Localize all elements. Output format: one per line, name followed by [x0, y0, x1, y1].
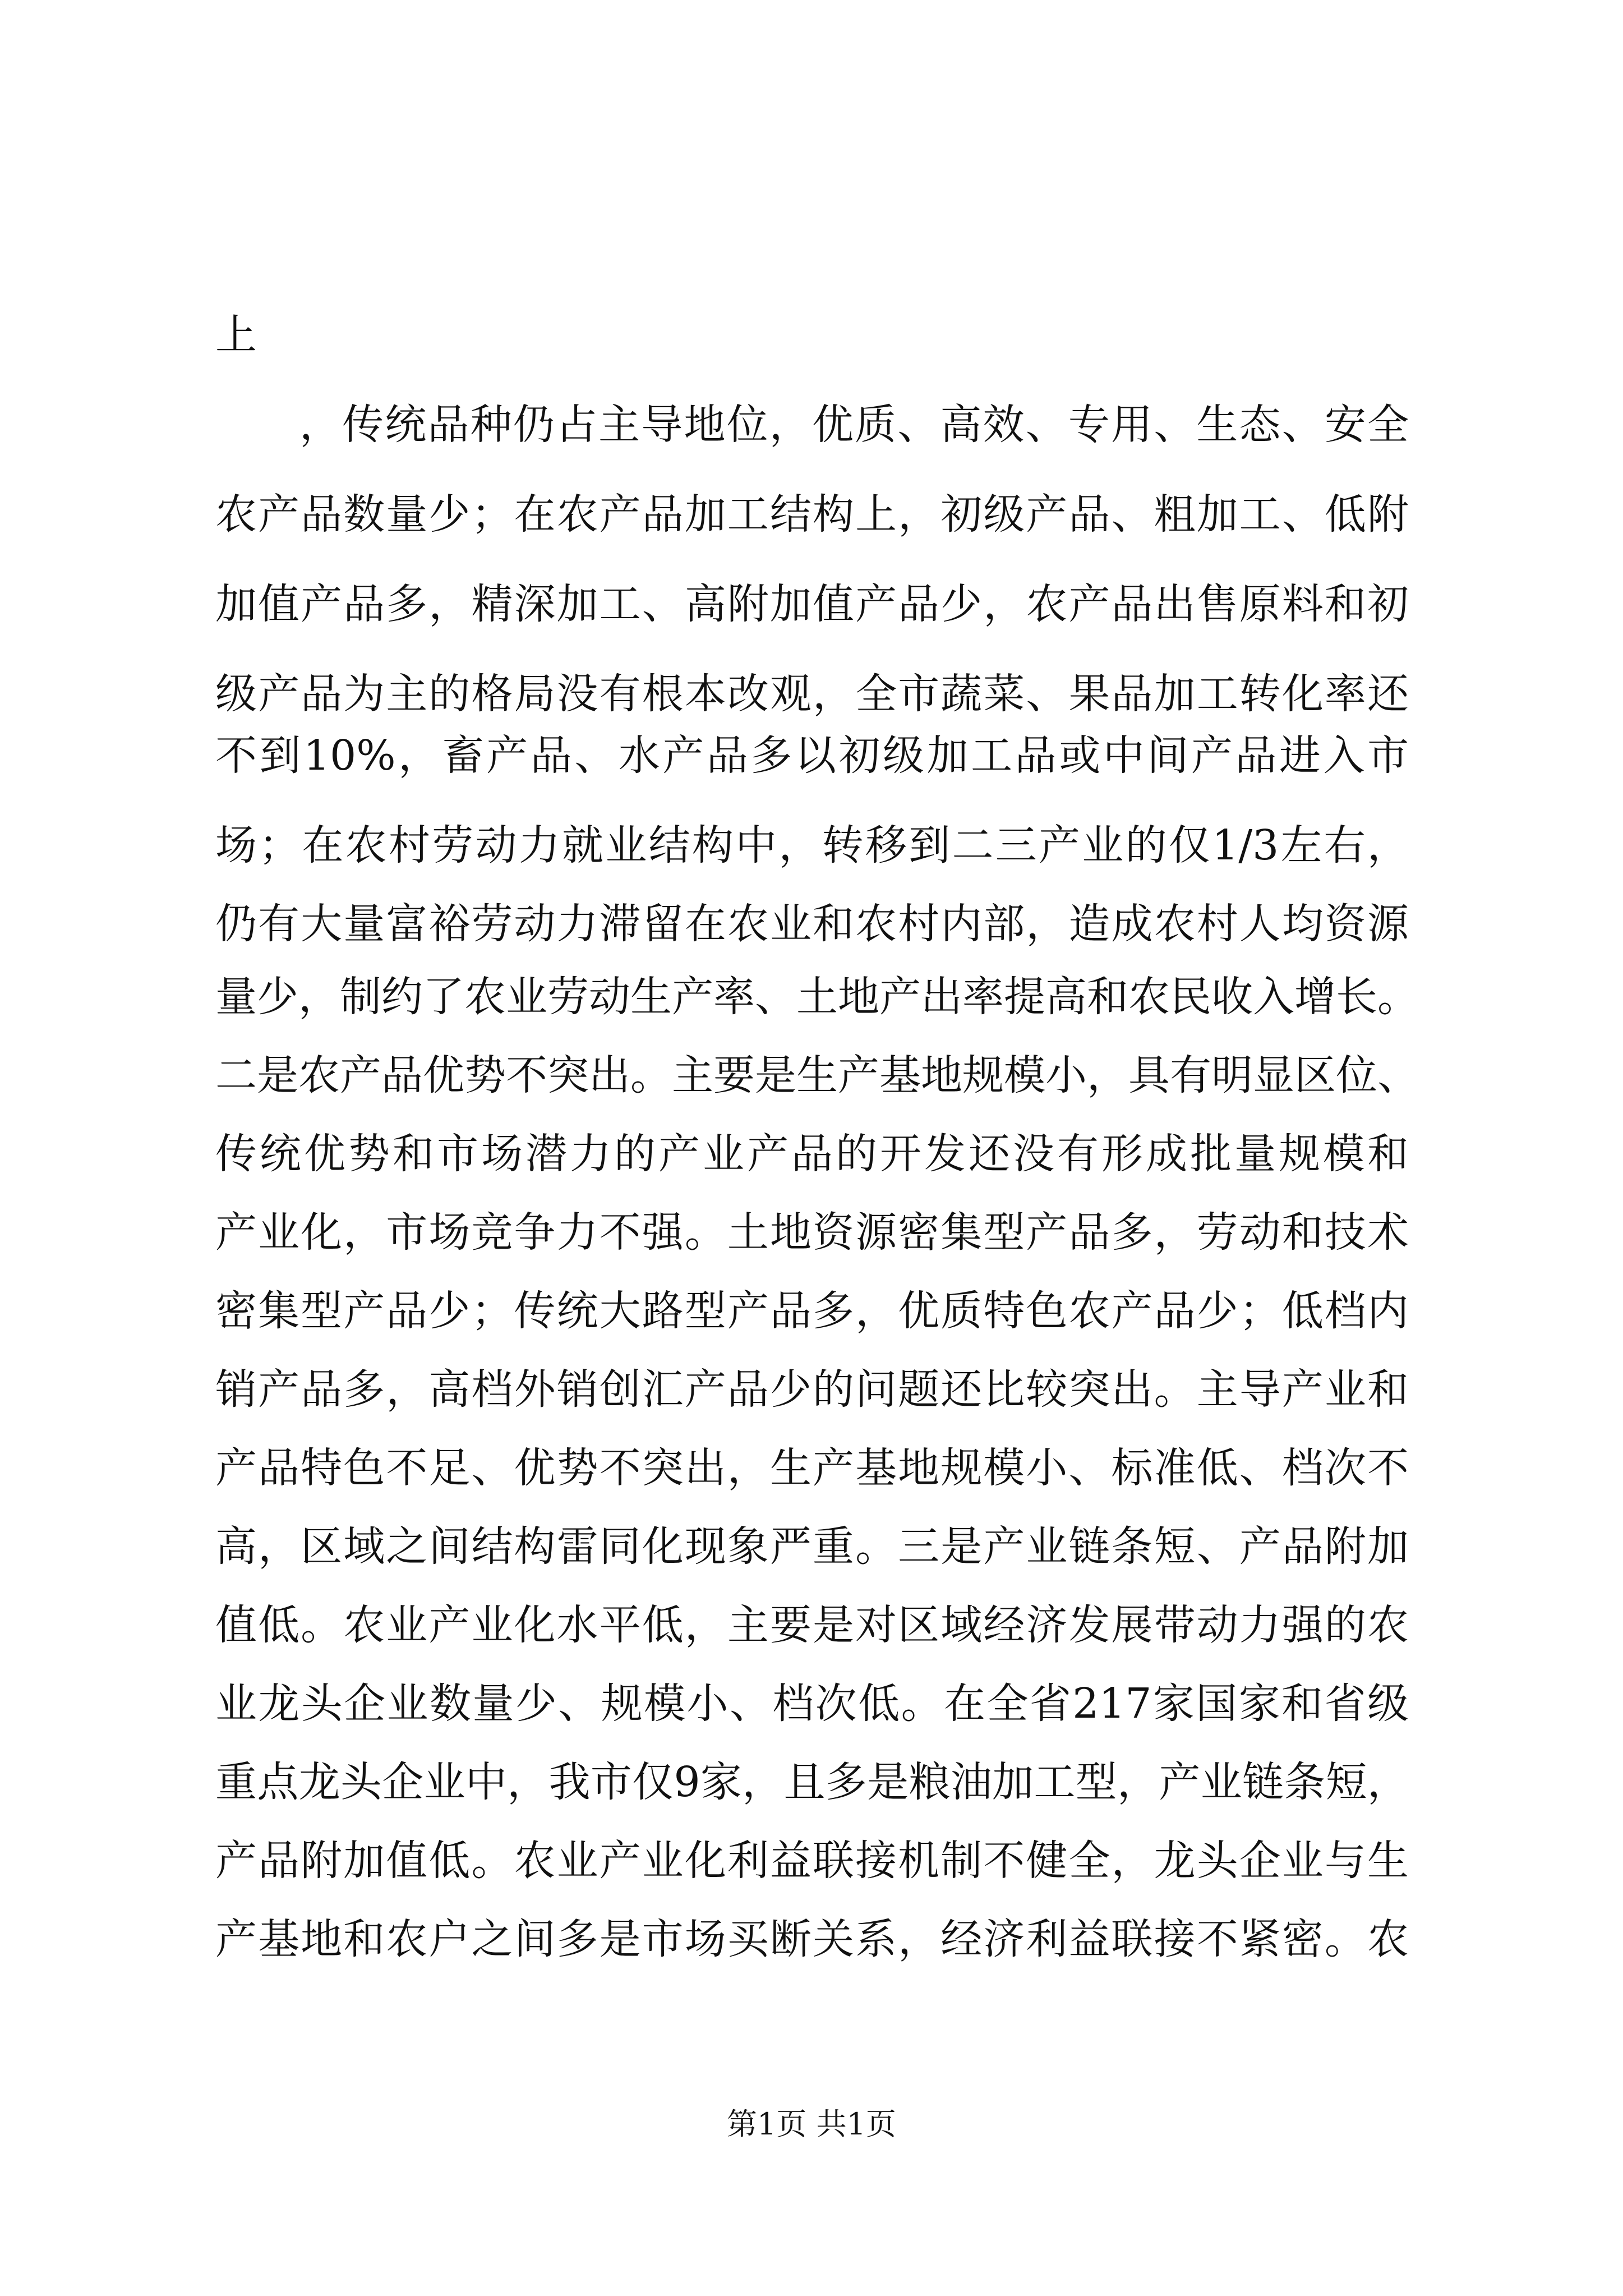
page-footer: 第1页 共1页	[727, 2106, 896, 2142]
text-line: 重点龙头企业中，我市仅9家，且多是粮油加工型，产业链条短，	[215, 1758, 1409, 1806]
text-line: 二是农产品优势不突出。主要是生产基地规模小，具有明显区位、	[215, 1051, 1419, 1099]
text-line: ，传统品种仍占主导地位，优质、高效、专用、生态、安全	[299, 401, 1409, 449]
text-line: 高，区域之间结构雷同化现象严重。三是产业链条短、产品附加	[215, 1522, 1409, 1571]
text-line: 农产品数量少；在农产品加工结构上，初级产品、粗加工、低附	[215, 490, 1409, 539]
text-line: 业龙头企业数量少、规模小、档次低。在全省217家国家和省级	[215, 1680, 1409, 1728]
text-line: 仍有大量富裕劳动力滞留在农业和农村内部，造成农村人均资源	[215, 900, 1409, 948]
text-line: 产业化，市场竞争力不强。土地资源密集型产品多，劳动和技术	[215, 1208, 1409, 1257]
text-line: 产品特色不足、优势不突出，生产基地规模小、标准低、档次不	[215, 1444, 1409, 1492]
text-line: 密集型产品少；传统大路型产品多，优质特色农产品少；低档内	[215, 1287, 1409, 1335]
text-line: 产品附加值低。农业产业化利益联接机制不健全，龙头企业与生	[215, 1837, 1409, 1885]
text-line: 传统优势和市场潜力的产业产品的开发还没有形成批量规模和	[215, 1130, 1409, 1178]
text-line: 销产品多，高档外销创汇产品少的问题还比较突出。主导产业和	[215, 1365, 1409, 1414]
text-line: 加值产品多，精深加工、高附加值产品少，农产品出售原料和初	[215, 580, 1409, 628]
text-line: 场；在农村劳动力就业结构中，转移到二三产业的仅1/3左右，	[215, 821, 1409, 869]
text-line: 量少，制约了农业劳动生产率、土地产出率提高和农民收入增长。	[215, 973, 1419, 1021]
text-line: 级产品为主的格局没有根本改观，全市蔬菜、果品加工转化率还	[215, 670, 1409, 718]
text-line: 产基地和农户之间多是市场买断关系，经济利益联接不紧密。农	[215, 1915, 1409, 1963]
text-line: 不到10%，畜产品、水产品多以初级加工品或中间产品进入市	[215, 731, 1409, 780]
text-line: 值低。农业产业化水平低，主要是对区域经济发展带动力强的农	[215, 1601, 1409, 1649]
text-line: 上	[215, 311, 257, 359]
